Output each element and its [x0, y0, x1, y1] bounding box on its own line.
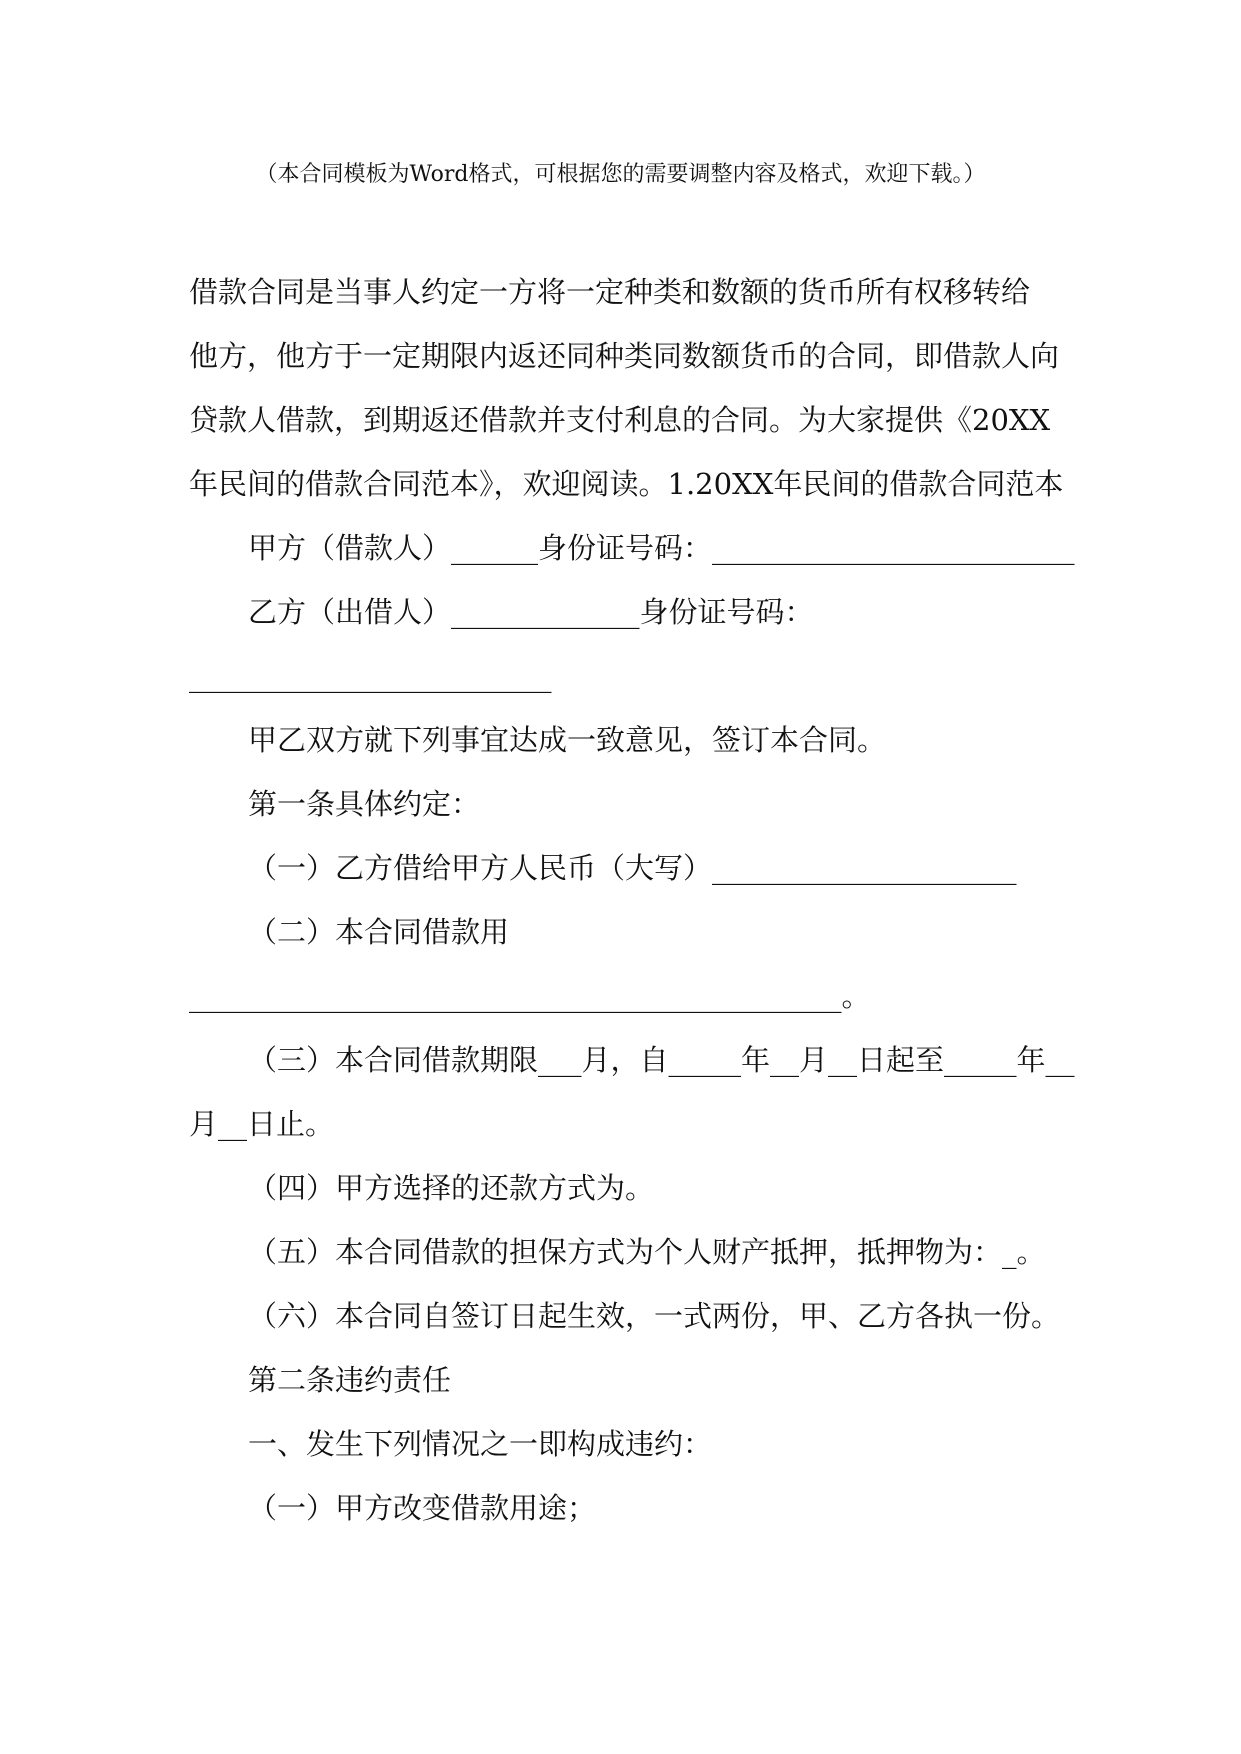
intro-line-2: 他方，他方于一定期限内返还同种类同数额货币的合同，即借款人向 [189, 339, 1060, 373]
breach-intro: 一、发生下列情况之一即构成违约： [248, 1427, 713, 1461]
clause-1-5: （五）本合同借款的担保方式为个人财产抵押，抵押物为：_。 [248, 1235, 1046, 1269]
intro-line-1: 借款合同是当事人约定一方将一定种类和数额的货币所有权移转给 [189, 275, 1031, 309]
clause-1-4: （四）甲方选择的还款方式为。 [248, 1171, 655, 1205]
clause-1-1: （一）乙方借给甲方人民币（大写）_____________________ [248, 851, 1017, 885]
party-b-line: 乙方（出借人）_____________身份证号码： [248, 595, 814, 629]
intro-line-4: 年民间的借款合同范本》，欢迎阅读。1.20XX年民间的借款合同范本 [189, 467, 1064, 501]
clause-1-3: （三）本合同借款期限___月，自_____年__月__日起至_____年__ [248, 1043, 1075, 1077]
clause-1-2: （二）本合同借款用 [248, 915, 510, 949]
clause-1-6: （六）本合同自签订日起生效，一式两份，甲、乙方各执一份。 [248, 1299, 1061, 1333]
intro-line-3: 贷款人借款，到期返还借款并支付利息的合同。为大家提供《20XX [189, 403, 1051, 437]
clause-1-3-continued: 月__日止。 [189, 1107, 335, 1141]
agreement-statement: 甲乙双方就下列事宜达成一致意见，签订本合同。 [248, 723, 887, 757]
party-a-line: 甲方（借款人）______身份证号码：_________________________ [248, 531, 1075, 565]
clause-1-2-blank: _____________________________________________。 [189, 979, 871, 1013]
breach-item-1: （一）甲方改变借款用途； [248, 1491, 597, 1525]
template-note: （本合同模板为Word格式，可根据您的需要调整内容及格式，欢迎下载。） [255, 162, 986, 187]
party-b-id-blank: _________________________ [189, 659, 552, 693]
article-2-heading: 第二条违约责任 [248, 1363, 452, 1397]
article-1-heading: 第一条具体约定： [248, 787, 481, 821]
